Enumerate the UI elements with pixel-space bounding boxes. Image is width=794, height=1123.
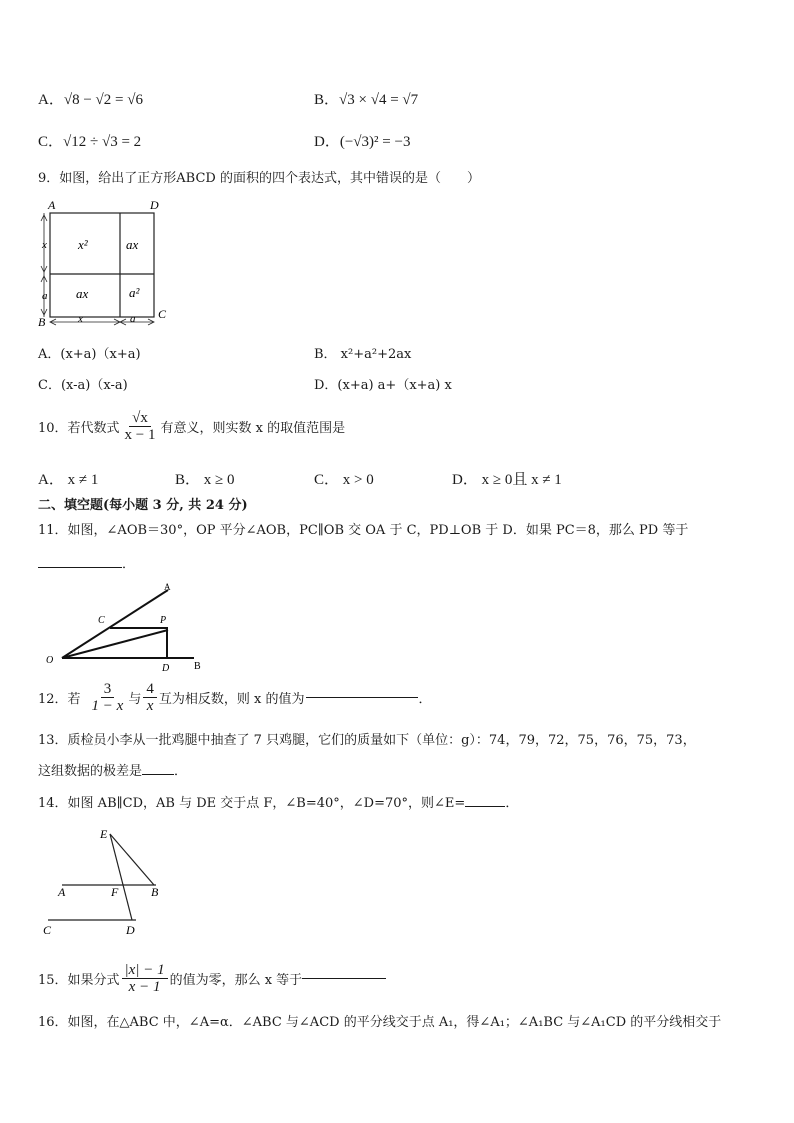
q10-option-d: D． x ≥ 0且 x ≠ 1	[452, 472, 562, 488]
q11-label-p: P	[160, 615, 167, 626]
q12-tail: ．	[418, 692, 432, 707]
q8-option-c	[38, 130, 141, 151]
q10-denominator: x − 1	[124, 427, 156, 443]
q8-option-b-label: B．	[314, 92, 340, 108]
section-heading: 二、填空题(每小题 3 分, 共 24 分)	[38, 498, 248, 513]
q9-option-a: A．(x+a)（x+a)	[38, 347, 141, 362]
q9-label-c: C	[158, 307, 167, 321]
q10-stem-prefix: 10．若代数式	[38, 421, 120, 436]
q14-answer-blank[interactable]	[465, 806, 505, 807]
q14-parallel-figure	[40, 822, 180, 942]
q14-label-a: A	[58, 885, 66, 899]
q10-option-b: B． x ≥ 0	[175, 472, 235, 488]
q14-stem	[38, 792, 518, 811]
q9-bottom-a: a	[130, 313, 136, 325]
q15-answer-blank[interactable]	[302, 978, 386, 979]
q10-stem	[38, 410, 345, 443]
q8-option-d-label: D．	[314, 134, 340, 150]
q9-bottom-x: x	[78, 313, 83, 325]
q9-square-figure	[34, 196, 174, 330]
q11-label-b: B	[194, 661, 201, 672]
q9-cell-x-squared: x²	[78, 237, 88, 252]
q9-side-a: a	[42, 290, 48, 302]
q11-answer-line	[38, 553, 135, 572]
q13-answer-blank[interactable]	[142, 774, 174, 775]
q15-suffix: 的值为零，那么 x 等于	[169, 973, 303, 988]
q8-option-a-expr: √8 − √2 = √6	[63, 92, 143, 108]
q9-label-b: B	[38, 315, 46, 329]
q14-stem-text: 14．如图 AB∥CD，AB 与 DE 交于点 F，∠B=40°，∠D=70°，则∠E=	[38, 796, 466, 811]
q10-fraction	[122, 410, 159, 443]
q15-prefix: 15．如果分式	[38, 973, 120, 988]
q12-fraction-1	[89, 681, 127, 714]
q14-tail: ．	[505, 796, 519, 811]
q15-stem	[38, 962, 386, 995]
q15-numerator: |x| − 1	[122, 962, 168, 979]
q8-option-b	[314, 88, 418, 109]
q12-fraction-1-num: 3	[101, 681, 115, 698]
q15-denominator: x − 1	[128, 979, 161, 995]
q14-label-f: F	[111, 885, 119, 899]
q8-option-a	[38, 88, 143, 109]
q9-label-d: D	[150, 198, 159, 212]
q9-side-x: x	[42, 239, 47, 251]
q11-angle-figure	[40, 578, 220, 678]
q9-option-d: D．(x+a) a+（x+a) x	[314, 378, 452, 393]
q8-option-d	[314, 130, 410, 151]
q12-answer-blank[interactable]	[306, 697, 418, 698]
q9-cell-ax-top: ax	[126, 237, 139, 252]
q13-line-2	[38, 760, 187, 779]
q12-prefix: 12．若	[38, 692, 81, 707]
q10-stem-suffix: 有意义，则实数 x 的取值范围是	[160, 421, 346, 436]
q13-line-2-text: 这组数据的极差是	[38, 764, 143, 779]
q9-cell-a-squared: a²	[129, 285, 140, 300]
q15-fraction	[122, 962, 168, 995]
q12-stem	[38, 681, 431, 714]
q11-answer-blank[interactable]	[38, 567, 122, 568]
q12-fraction-2-den: x	[146, 698, 154, 714]
q8-option-c-label: C．	[38, 134, 64, 150]
q13-tail: ．	[174, 764, 188, 779]
q9-option-b: B． x²+a²+2ax	[314, 347, 412, 362]
q11-label-c: C	[98, 615, 105, 626]
q9-label-a: A	[48, 198, 56, 212]
q11-label-o: O	[46, 655, 54, 666]
q11-label-a: A	[164, 582, 171, 592]
q9-cell-ax-bottom: ax	[76, 286, 89, 301]
q10-numerator: √x	[129, 410, 151, 427]
q12-suffix: 互为相反数，则 x 的值为	[158, 692, 305, 707]
q12-fraction-1-den: 1 − x	[91, 698, 124, 714]
q8-option-a-label: A．	[38, 92, 64, 108]
q10-option-a: A． x ≠ 1	[38, 472, 99, 488]
q14-label-d: D	[126, 923, 135, 937]
q11-tail: ．	[122, 557, 136, 572]
q12-fraction-2	[143, 681, 157, 714]
q14-label-c: C	[43, 923, 52, 937]
q13-line-1: 13．质检员小李从一批鸡腿中抽查了 7 只鸡腿，它们的质量如下（单位：g）：74，79，72，75，76，75，73，	[38, 733, 696, 748]
q10-option-c: C． x > 0	[314, 472, 374, 488]
q8-option-c-expr: √12 ÷ √3 = 2	[63, 134, 142, 150]
q9-stem: 9．如图，给出了正方形ABCD 的面积的四个表达式，其中错误的是（ ）	[38, 171, 480, 186]
q16-stem: 16．如图，在△ABC 中，∠A=α．∠ABC 与∠ACD 的平分线交于点 A₁，得∠A₁；∠A₁BC 与∠A₁CD 的平分线相交于	[38, 1015, 722, 1030]
q14-label-b: B	[151, 885, 159, 899]
q8-option-d-expr: (−√3)² = −3	[339, 134, 411, 150]
q12-mid: 与	[128, 692, 142, 707]
q12-fraction-2-num: 4	[143, 681, 157, 698]
q14-label-e: E	[100, 827, 108, 841]
q11-stem: 11．如图，∠AOB＝30°，OP 平分∠AOB，PC∥OB 交 OA 于 C，PD⊥OB 于 D．如果 PC＝8，那么 PD 等于	[38, 523, 689, 538]
q8-option-b-expr: √3 × √4 = √7	[339, 92, 419, 108]
q9-option-c: C．(x-a)（x-a)	[38, 378, 128, 393]
q11-label-d: D	[162, 663, 170, 674]
